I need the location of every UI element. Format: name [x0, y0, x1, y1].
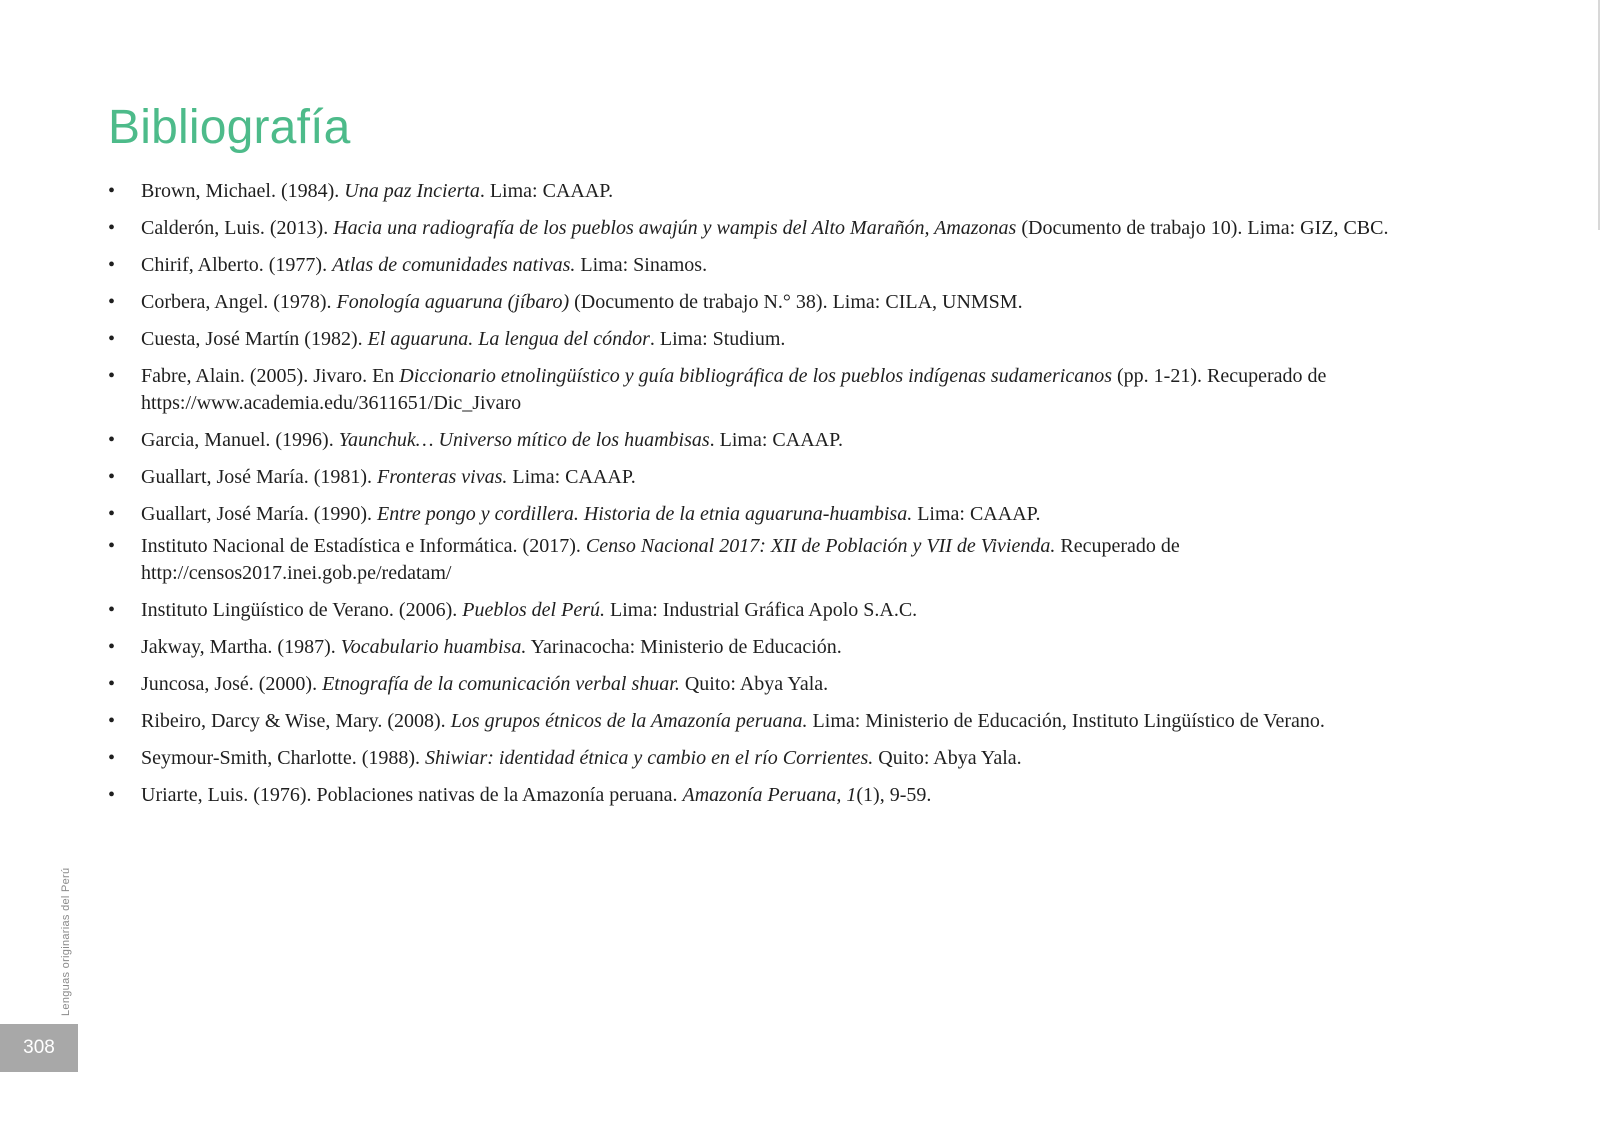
entry-title: Yaunchuk… Universo mítico de los huambisas — [338, 429, 710, 451]
entry-title: Atlas de comunidades nativas. — [332, 254, 576, 276]
bullet-icon: • — [108, 365, 116, 387]
entry-publisher: (Documento de trabajo 10). Lima: GIZ, CBC. — [1016, 217, 1389, 239]
bibliography-entry — [108, 464, 1448, 491]
entry-publisher: Lima: CAAAP. — [912, 503, 1041, 525]
entry-title: Los grupos étnicos de la Amazonía peruana. — [450, 710, 808, 732]
entry-publisher: (Documento de trabajo N.° 38). Lima: CILA, UNMSM. — [569, 291, 1023, 313]
entry-publisher: Lima: Industrial Gráfica Apolo S.A.C. — [605, 599, 918, 621]
bibliography-entry — [108, 597, 1448, 624]
page-number-box — [0, 1024, 78, 1072]
entry-author: Corbera, Angel. (1978). — [141, 291, 337, 313]
entry-publisher: Quito: Abya Yala. — [679, 673, 829, 695]
page-number: 308 — [23, 1037, 55, 1058]
bullet-icon: • — [108, 254, 116, 276]
bullet-icon: • — [108, 291, 116, 313]
entry-title: Vocabulario huambisa. — [340, 636, 527, 658]
entry-author: Uriarte, Luis. (1976). Poblaciones nativas de la Amazonía peruana. — [141, 784, 683, 806]
entry-publisher: Lima: CAAAP. — [507, 466, 636, 488]
bibliography-entry — [108, 289, 1448, 316]
bullet-icon: • — [108, 747, 116, 769]
bibliography-entry — [108, 533, 1448, 587]
entry-author: Calderón, Luis. (2013). — [141, 217, 334, 239]
bullet-icon: • — [108, 535, 116, 557]
bullet-icon: • — [108, 217, 116, 239]
entry-publisher: (pp. 1-21). Recuperado de https://www.academia.edu/3611651/Dic_Jivaro — [141, 365, 1327, 414]
entry-author: Chirif, Alberto. (1977). — [141, 254, 333, 276]
bullet-icon: • — [108, 328, 116, 350]
entry-publisher: Lima: Ministerio de Educación, Instituto Lingüístico de Verano. — [807, 710, 1325, 732]
entry-publisher: Quito: Abya Yala. — [873, 747, 1022, 769]
bibliography-entry — [108, 501, 1448, 528]
entry-author: Guallart, José María. (1990). — [141, 503, 378, 525]
book-title-side-label: Lenguas originarias del Perú — [60, 867, 72, 1016]
entry-title: Diccionario etnolingüístico y guía bibliográfica de los pueblos indígenas sudamericanos — [399, 365, 1112, 387]
entry-publisher: . Lima: CAAAP. — [709, 429, 843, 451]
entry-title: Amazonía Peruana, 1 — [682, 784, 857, 806]
entry-publisher: (1), 9-59. — [856, 784, 932, 806]
entry-author: Jakway, Martha. (1987). — [141, 636, 341, 658]
entry-author: Instituto Lingüístico de Verano. (2006). — [141, 599, 463, 621]
entry-author: Juncosa, José. (2000). — [141, 673, 323, 695]
bullet-icon: • — [108, 429, 116, 451]
entry-author: Ribeiro, Darcy & Wise, Mary. (2008). — [141, 710, 451, 732]
entry-title: Pueblos del Perú. — [462, 599, 605, 621]
entry-author: Guallart, José María. (1981). — [141, 466, 378, 488]
bibliography-entry — [108, 634, 1448, 661]
bibliography-entry — [108, 782, 1448, 809]
bullet-icon: • — [108, 180, 116, 202]
entry-publisher: . Lima: Studium. — [649, 328, 786, 350]
bullet-icon: • — [108, 466, 116, 488]
page-title: Bibliografía — [108, 101, 351, 154]
entry-title: Una paz Incierta — [344, 180, 480, 202]
entry-author: Garcia, Manuel. (1996). — [141, 429, 339, 451]
bibliography-entry — [108, 326, 1448, 353]
bullet-icon: • — [108, 673, 116, 695]
entry-title: El aguaruna. La lengua del cóndor — [367, 328, 650, 350]
entry-title: Entre pongo y cordillera. Historia de la etnia aguaruna-huambisa. — [377, 503, 913, 525]
bibliography-entry — [108, 252, 1448, 279]
entry-publisher: Recuperado de http://censos2017.inei.gob.pe/redatam/ — [141, 535, 1180, 584]
entry-author: Brown, Michael. (1984). — [141, 180, 345, 202]
entry-publisher: Lima: Sinamos. — [575, 254, 708, 276]
entry-title: Fonología aguaruna (jíbaro) — [336, 291, 570, 313]
entry-title: Hacia una radiografía de los pueblos awajún y wampis del Alto Marañón, Amazonas — [333, 217, 1017, 239]
bibliography-entry — [108, 215, 1448, 242]
entry-author: Cuesta, José Martín (1982). — [141, 328, 368, 350]
entry-publisher: Yarinacocha: Ministerio de Educación. — [526, 636, 842, 658]
bullet-icon: • — [108, 784, 116, 806]
bibliography-entry — [108, 745, 1448, 772]
entry-author: Seymour-Smith, Charlotte. (1988). — [141, 747, 426, 769]
bibliography-entry — [108, 178, 1448, 205]
entry-title: Shiwiar: identidad étnica y cambio en el río Corrientes. — [425, 747, 874, 769]
entry-author: Fabre, Alain. (2005). Jivaro. En — [141, 365, 400, 387]
bullet-icon: • — [108, 710, 116, 732]
entry-title: Etnografía de la comunicación verbal shuar. — [322, 673, 680, 695]
bibliography-entry — [108, 671, 1448, 698]
bibliography-entry — [108, 427, 1448, 454]
bibliography-entry — [108, 363, 1448, 417]
bibliography-entry — [108, 708, 1448, 735]
entry-author: Instituto Nacional de Estadística e Informática. (2017). — [141, 535, 586, 557]
entry-title: Fronteras vivas. — [377, 466, 508, 488]
bibliography-list — [108, 178, 1448, 819]
bullet-icon: • — [108, 599, 116, 621]
entry-publisher: . Lima: CAAAP. — [479, 180, 614, 202]
entry-title: Censo Nacional 2017: XII de Población y VII de Vivienda. — [585, 535, 1056, 557]
bullet-icon: • — [108, 503, 116, 525]
bullet-icon: • — [108, 636, 116, 658]
